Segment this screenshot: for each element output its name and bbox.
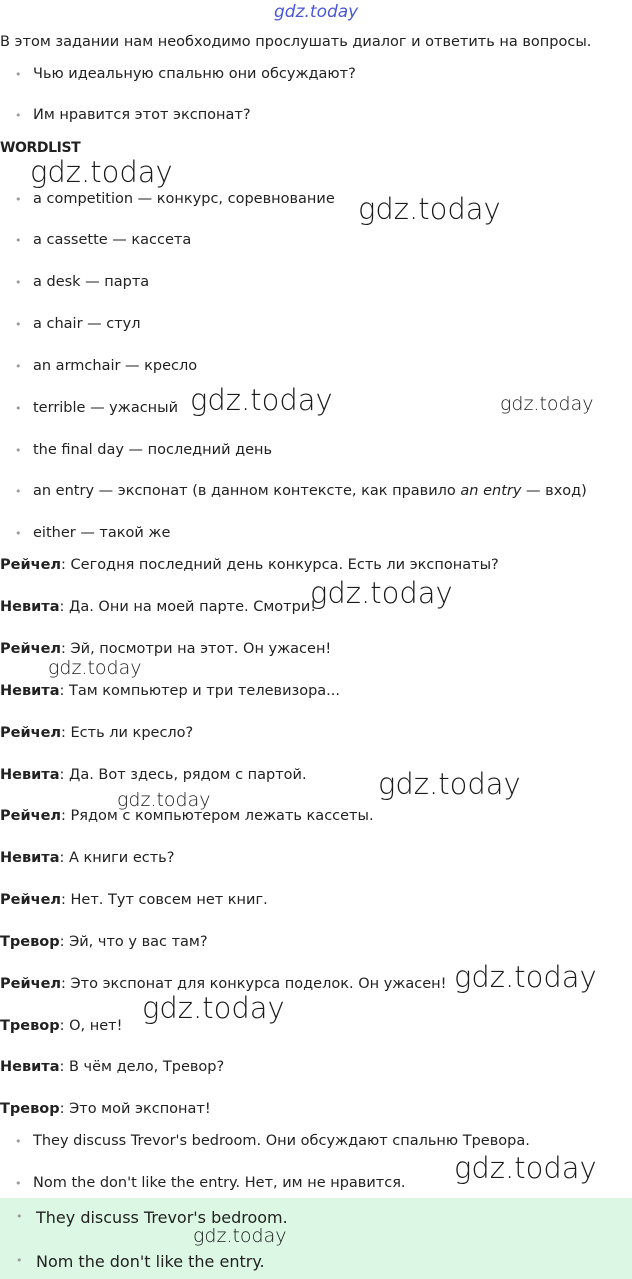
watermark: gdz.today <box>310 576 453 610</box>
watermark: gdz.today <box>454 1151 597 1185</box>
dialogue-line <box>0 725 193 741</box>
translated-answer-item: • Nom the don't like the entry. Нет, им не нравится. <box>33 1175 406 1191</box>
dialogue-line <box>0 767 307 783</box>
speaker-name: Невита <box>0 850 60 866</box>
dialogue-line <box>0 1018 122 1034</box>
translated-answer-item: • They discuss Trevor's bedroom. Они обсуждают спальню Тревора. <box>33 1133 530 1149</box>
dialogue-line <box>0 976 446 992</box>
dialogue-text: : В чём дело, Тревор? <box>59 1059 225 1075</box>
watermark: gdz.today <box>358 192 501 226</box>
intro-text: В этом задании нам необходимо прослушать диалог и ответить на вопросы. <box>0 34 592 50</box>
entry-text-before: an entry — экспонат (в данном контексте, как правило <box>33 483 461 499</box>
dialogue-line <box>0 892 268 908</box>
dialogue-text: : Это экспонат для конкурса поделок. Он ужасен! <box>61 976 447 992</box>
speaker-name: Рейчел <box>0 641 62 657</box>
watermark: gdz.today <box>378 767 521 801</box>
watermark: gdz.today <box>48 657 142 679</box>
answers-box <box>0 1198 632 1279</box>
dialogue-text: : А книги есть? <box>59 850 175 866</box>
watermark: gdz.today <box>500 393 594 415</box>
speaker-name: Тревор <box>0 1018 60 1034</box>
dialogue-line <box>0 641 331 657</box>
speaker-name: Невита <box>0 599 60 615</box>
wordlist-item: • either — такой же <box>33 525 170 541</box>
watermark-top: gdz.today <box>274 2 359 22</box>
speaker-name: Рейчел <box>0 557 62 573</box>
wordlist-item: • a cassette — кассета <box>33 232 191 248</box>
wordlist-item: • the final day — последний день <box>33 442 272 458</box>
question-item: • Им нравится этот экспонат? <box>33 107 251 123</box>
dialogue-line <box>0 934 208 950</box>
dialogue-text: : Есть ли кресло? <box>61 725 194 741</box>
watermark: gdz.today <box>30 155 173 189</box>
dialogue-text: : Да. Вот здесь, рядом с партой. <box>59 767 307 783</box>
dialogue-text: : Эй, что у вас там? <box>59 934 208 950</box>
speaker-name: Невита <box>0 683 60 699</box>
dialogue-line <box>0 850 174 866</box>
dialogue-line <box>0 599 316 615</box>
dialogue-text: : Эй, посмотри на этот. Он ужасен! <box>61 641 332 657</box>
answer-item: • Nom the don't like the entry. <box>36 1252 265 1271</box>
dialogue-text: : Сегодня последний день конкурса. Есть ли экспонаты? <box>61 557 499 573</box>
dialogue-text: : Это мой экспонат! <box>59 1101 211 1117</box>
answer-item: • They discuss Trevor's bedroom. <box>36 1208 288 1227</box>
dialogue-text: : Рядом с компьютером лежать кассеты. <box>61 808 374 824</box>
question-item: • Чью идеальную спальню они обсуждают? <box>33 66 356 82</box>
watermark: gdz.today <box>142 991 285 1025</box>
wordlist-item: • an armchair — кресло <box>33 358 197 374</box>
dialogue-line <box>0 1101 211 1117</box>
dialogue-text: : Да. Они на моей парте. Смотри! <box>59 599 317 615</box>
speaker-name: Рейчел <box>0 976 62 992</box>
speaker-name: Рейчел <box>0 725 62 741</box>
watermark: gdz.today <box>454 960 597 994</box>
watermark: gdz.today <box>193 1225 287 1247</box>
wordlist-item-entry <box>33 483 587 499</box>
wordlist-item: • a competition — конкурс, соревнование <box>33 191 335 207</box>
dialogue-line <box>0 1059 224 1075</box>
watermark: gdz.today <box>190 383 333 417</box>
entry-text-italic: an entry <box>460 483 522 499</box>
dialogue-text: : Нет. Тут совсем нет книг. <box>61 892 268 908</box>
wordlist-heading: WORDLIST <box>0 140 81 156</box>
speaker-name: Невита <box>0 767 60 783</box>
dialogue-text: : О, нет! <box>59 1018 123 1034</box>
wordlist-item: • a desk — парта <box>33 274 149 290</box>
watermark: gdz.today <box>117 789 211 811</box>
dialogue-line <box>0 683 340 699</box>
wordlist-item: • a chair — стул <box>33 316 141 332</box>
speaker-name: Невита <box>0 1059 60 1075</box>
dialogue-line <box>0 557 499 573</box>
speaker-name: Тревор <box>0 1101 60 1117</box>
speaker-name: Рейчел <box>0 892 62 908</box>
dialogue-text: : Там компьютер и три телевизора... <box>59 683 341 699</box>
speaker-name: Тревор <box>0 934 60 950</box>
speaker-name: Рейчел <box>0 808 62 824</box>
wordlist-item: • terrible — ужасный <box>33 400 178 416</box>
entry-text-after: — вход) <box>521 483 587 499</box>
